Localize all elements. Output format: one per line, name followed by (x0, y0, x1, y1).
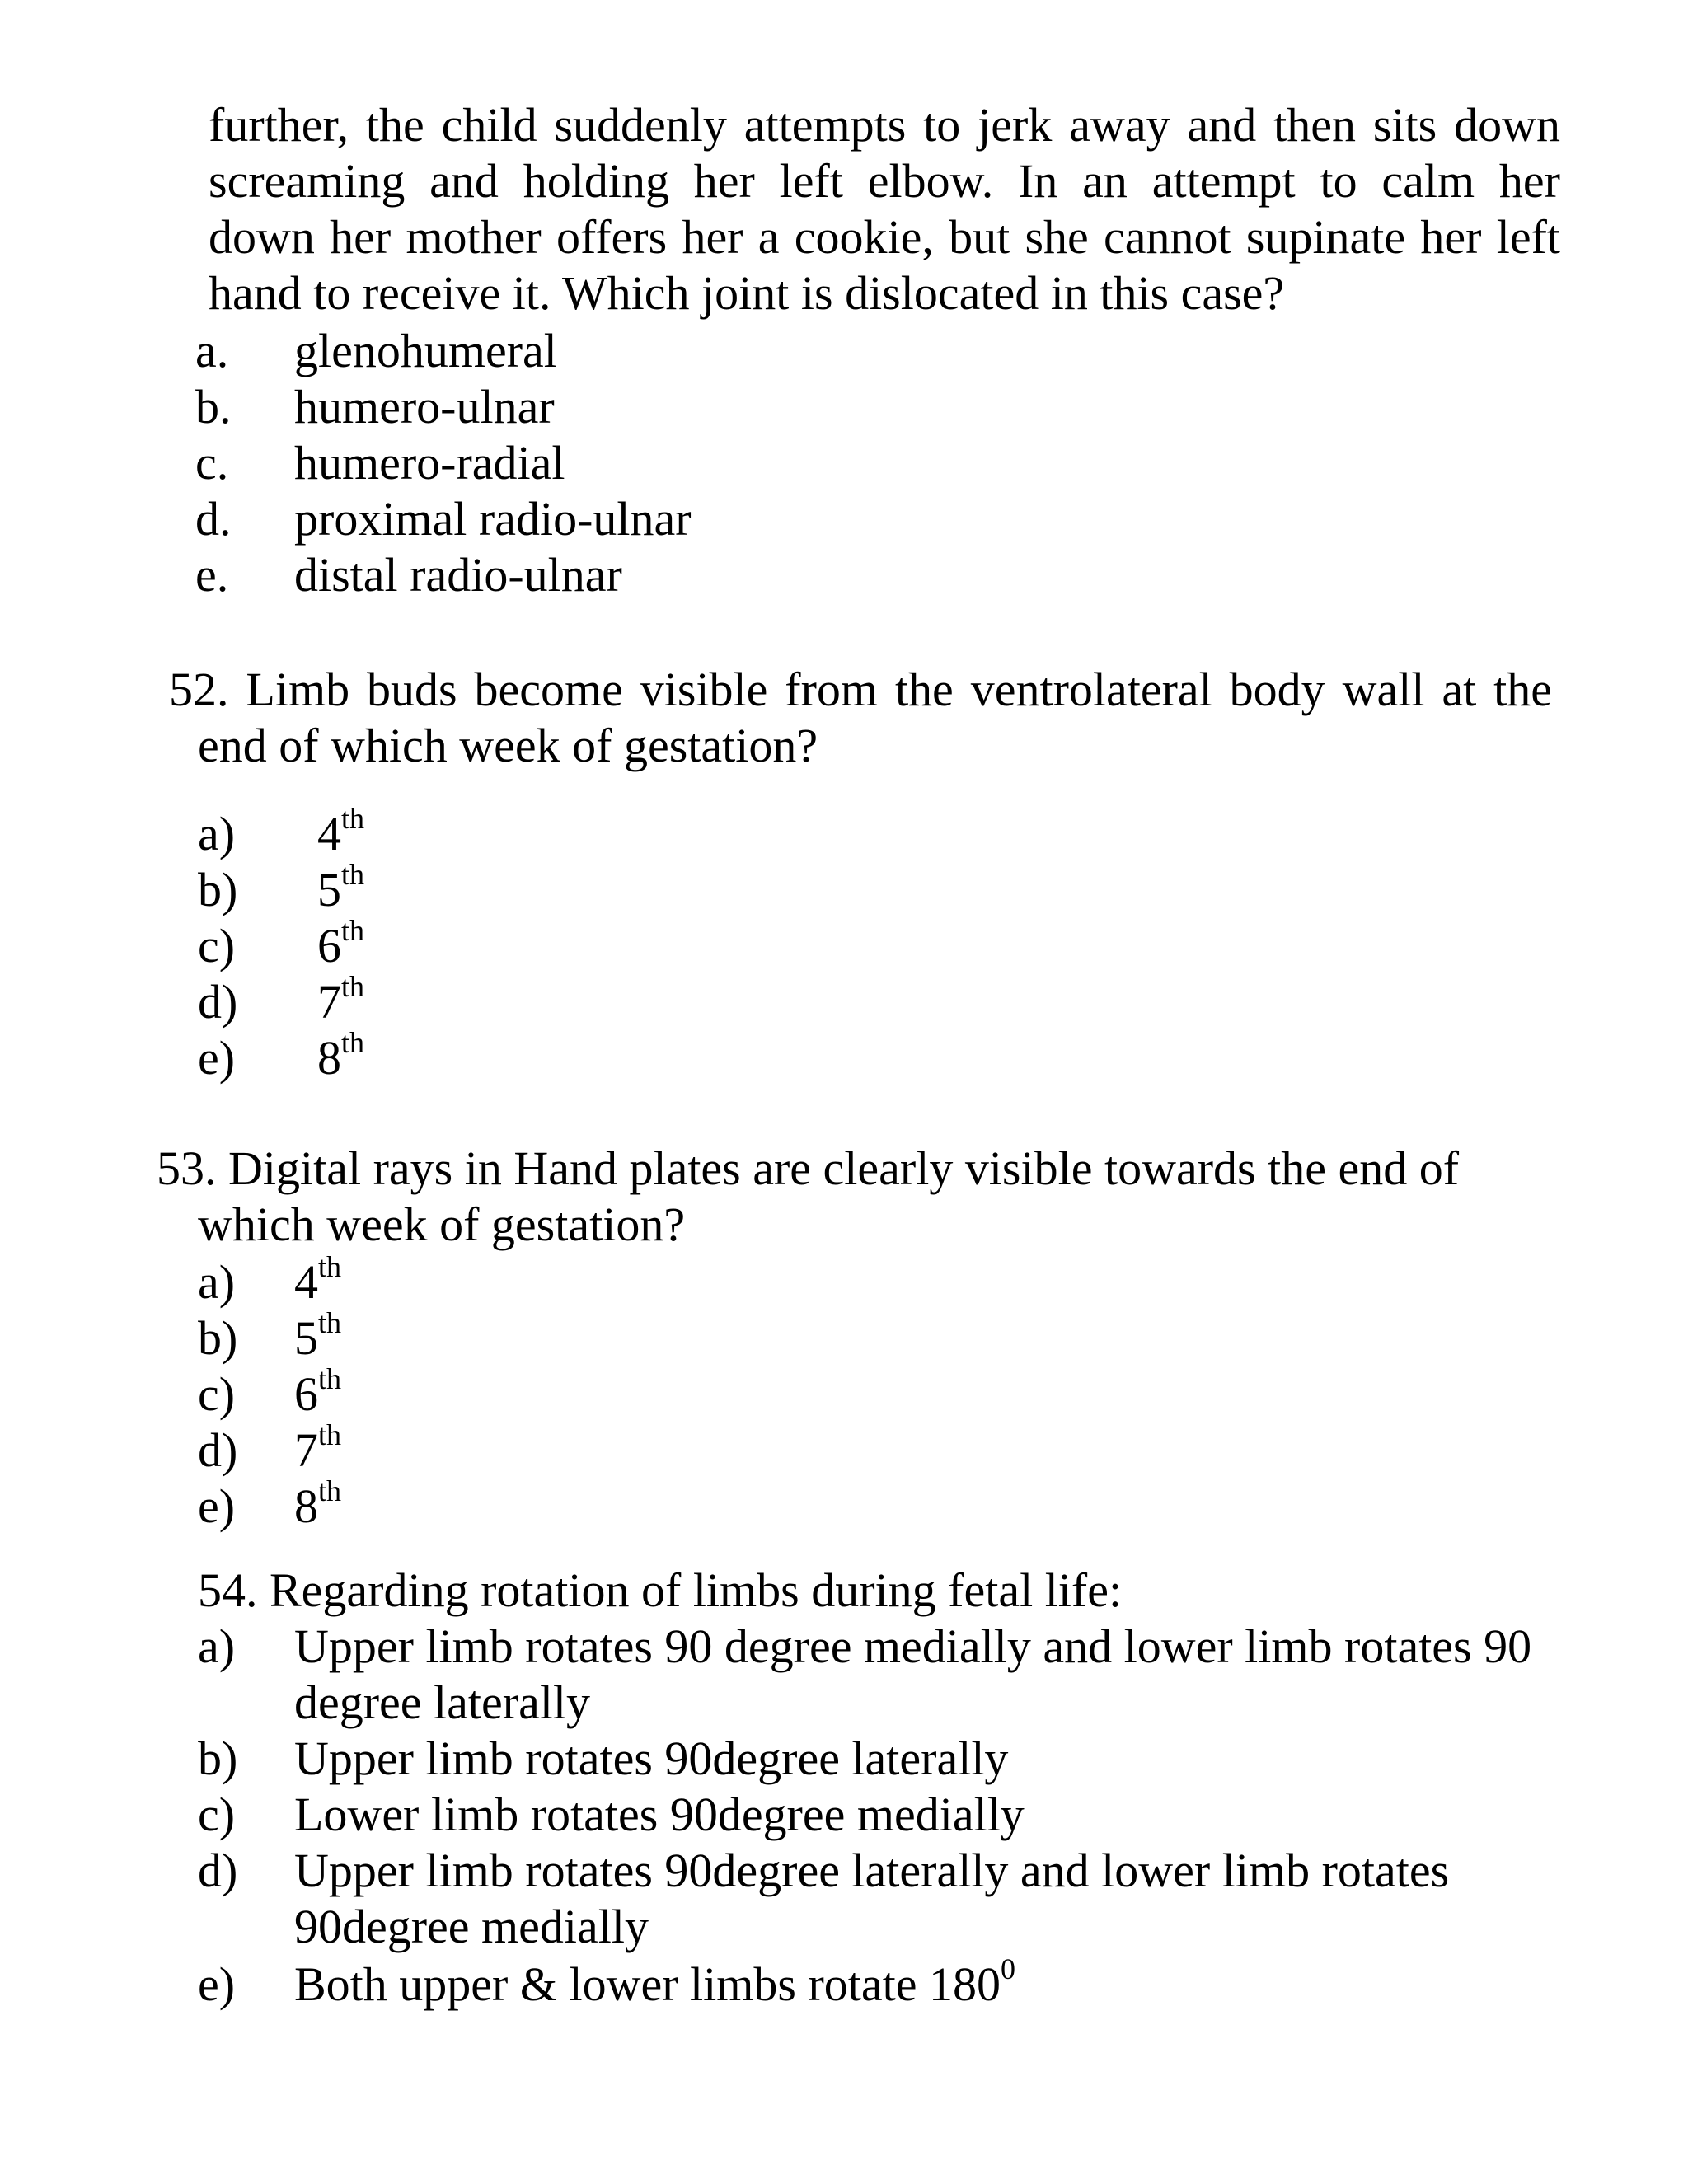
q52-option-d-suffix: th (341, 969, 365, 1003)
q51-option-b-text: humero-ulnar (294, 380, 555, 434)
q52-option-e-number: 8 (317, 1031, 341, 1085)
q54-option-d-letter: d) (198, 1844, 238, 1897)
q52-option-b-letter: b) (198, 863, 238, 916)
q54-stem: 54. Regarding rotation of limbs during fetal life: (198, 1563, 1123, 1617)
q51-option-c-letter: c. (195, 436, 229, 490)
q53-option-e-value (294, 1474, 342, 1535)
q53-option-a-suffix: th (318, 1249, 342, 1283)
q53-option-e-number: 8 (294, 1479, 318, 1533)
q52-option-a-number: 4 (317, 807, 341, 860)
q52-option-b-value (317, 857, 365, 918)
q51-option-d-text: proximal radio-ulnar (294, 492, 692, 546)
q53-option-d-number: 7 (294, 1423, 318, 1477)
q54-option-d-line-1: Upper limb rotates 90degree laterally and lower limb rotates (294, 1844, 1450, 1897)
q53-option-e-suffix: th (318, 1474, 342, 1507)
q53-option-d-letter: d) (198, 1423, 238, 1477)
q54-option-e-value (294, 1952, 1015, 2013)
q53-stem-line-2: which week of gestation? (198, 1197, 686, 1251)
q52-option-c-suffix: th (341, 913, 365, 947)
q52-option-e-value (317, 1025, 365, 1086)
q54-option-c-letter: c) (198, 1788, 236, 1841)
q51-option-d-letter: d. (195, 492, 232, 546)
q54-option-e-degree-sup: 0 (1000, 1952, 1015, 1985)
q52-option-c-letter: c) (198, 919, 236, 972)
q51-stem-line-4: hand to receive it. Which joint is dislocated in this case? (209, 266, 1285, 320)
q52-option-a-letter: a) (198, 807, 236, 860)
q51-option-a-letter: a. (195, 324, 229, 377)
q54-option-c-text: Lower limb rotates 90degree medially (294, 1788, 1025, 1841)
q52-option-d-letter: d) (198, 975, 238, 1029)
q52-option-b-suffix: th (341, 857, 365, 891)
q52-stem-line-2: end of which week of gestation? (198, 719, 818, 772)
q54-option-b-text: Upper limb rotates 90degree laterally (294, 1732, 1009, 1785)
q53-option-a-value (294, 1249, 342, 1310)
q53-option-a-number: 4 (294, 1255, 318, 1309)
q52-stem-line-1: 52. Limb buds become visible from the ventrolateral body wall at the (169, 663, 1552, 716)
q53-option-b-number: 5 (294, 1311, 318, 1365)
q53-option-c-suffix: th (318, 1361, 342, 1395)
q52-option-a-suffix: th (341, 801, 365, 835)
q53-option-c-letter: c) (198, 1367, 236, 1421)
q52-option-e-suffix: th (341, 1025, 365, 1059)
q51-stem-line-2: screaming and holding her left elbow. In an attempt to calm her (209, 154, 1560, 208)
q53-option-c-value (294, 1361, 342, 1422)
q52-option-d-value (317, 969, 365, 1030)
q54-option-d-line-2: 90degree medially (294, 1900, 649, 1953)
q54-option-a-line-2: degree laterally (294, 1675, 591, 1729)
q52-option-a-value (317, 801, 365, 862)
q51-option-a-text: glenohumeral (294, 324, 557, 377)
q53-option-d-suffix: th (318, 1418, 342, 1451)
q53-option-e-letter: e) (198, 1479, 236, 1533)
q53-stem-line-1: 53. Digital rays in Hand plates are clearly visible towards the end of (157, 1141, 1460, 1195)
q52-option-c-number: 6 (317, 919, 341, 972)
q54-option-a-letter: a) (198, 1619, 236, 1673)
q51-option-b-letter: b. (195, 380, 232, 434)
q54-option-e-text: Both upper & lower limbs rotate 180 (294, 1957, 1001, 2011)
q54-option-e-letter: e) (198, 1957, 236, 2011)
q52-option-d-number: 7 (317, 975, 341, 1029)
q52-option-c-value (317, 913, 365, 974)
q52-option-b-number: 5 (317, 863, 341, 916)
q51-option-e-letter: e. (195, 548, 229, 602)
q51-stem-line-3: down her mother offers her a cookie, but she cannot supinate her left (209, 210, 1560, 264)
q53-option-b-suffix: th (318, 1305, 342, 1339)
q52-option-e-letter: e) (198, 1031, 236, 1085)
q53-option-c-number: 6 (294, 1367, 318, 1421)
q53-option-b-value (294, 1305, 342, 1366)
q51-option-e-text: distal radio-ulnar (294, 548, 622, 602)
q54-option-b-letter: b) (198, 1732, 238, 1785)
q54-option-a-line-1: Upper limb rotates 90 degree medially and lower limb rotates 90 (294, 1619, 1532, 1673)
q53-option-b-letter: b) (198, 1311, 238, 1365)
q53-option-d-value (294, 1418, 342, 1479)
q51-option-c-text: humero-radial (294, 436, 565, 490)
q51-stem-line-1: further, the child suddenly attempts to jerk away and then sits down (209, 98, 1560, 152)
q53-option-a-letter: a) (198, 1255, 236, 1309)
